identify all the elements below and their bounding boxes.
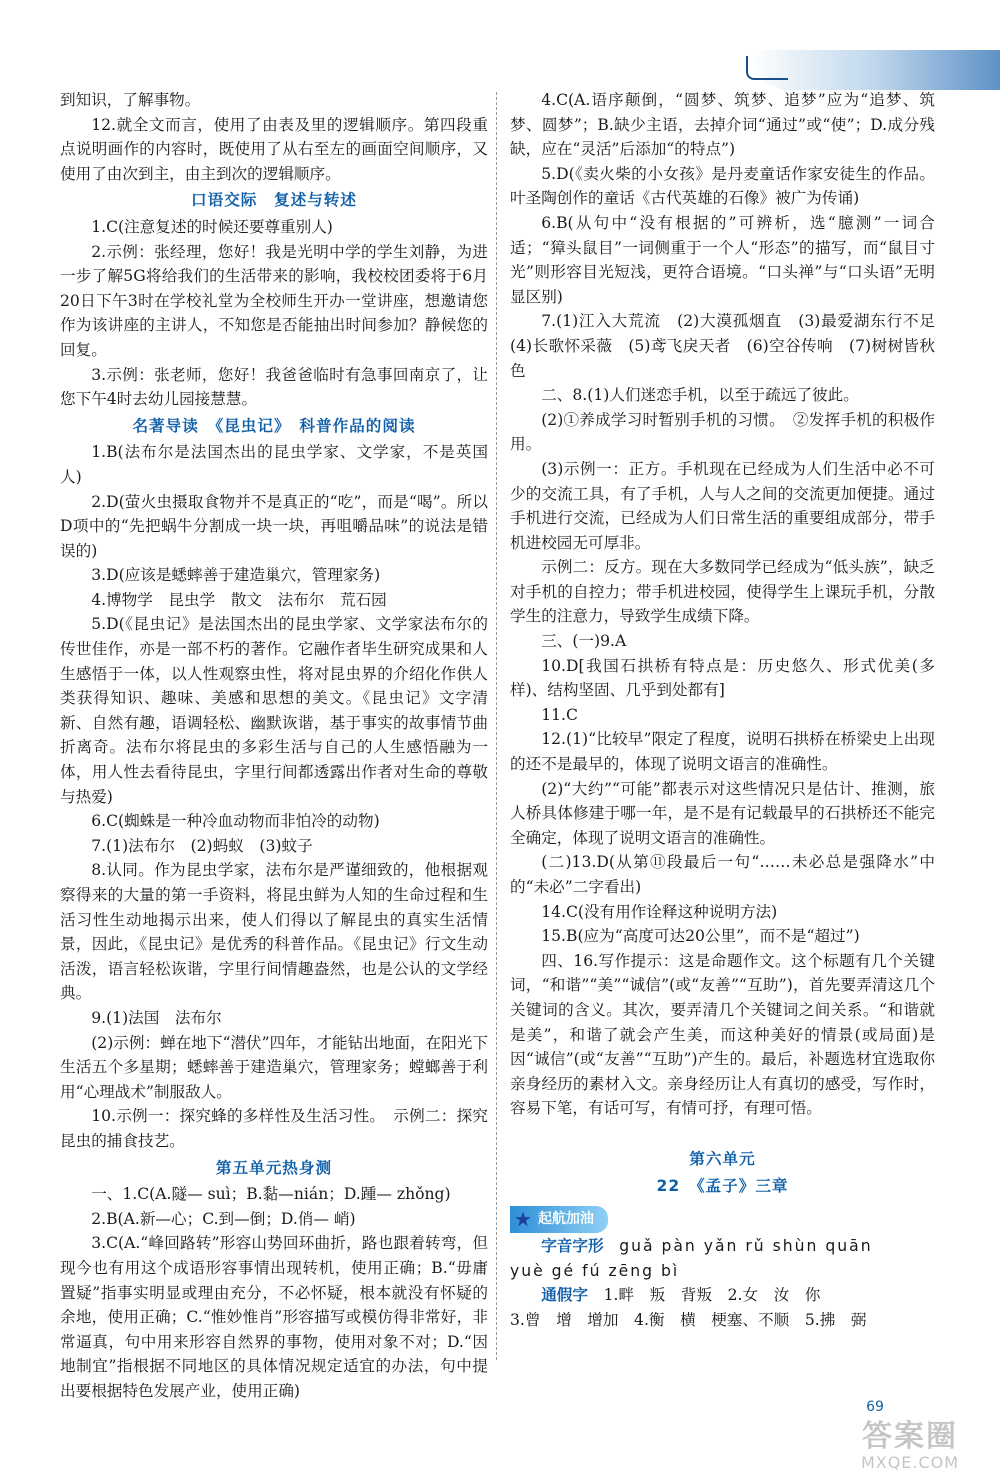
watermark [830,1420,990,1472]
pinyin-label: 字音字形 [541,1237,604,1256]
answer-paragraph: 7.(1)江入大荒流 (2)大漠孤烟直 (3)最爱湖东行不足 (4)长歌怀采薇 (5)鸢飞戾天者 (6)空谷传响 (7)树树皆秋色 [510,312,951,380]
answer-paragraph: 15.B(应为“高度可达20公里”，而不是“超过”) [541,927,860,946]
answer-paragraph: 1.B(法布尔是法国杰出的昆虫学家、文学家，不是英国人) [60,443,488,486]
answer-paragraph: 14.C(没有用作诠释这种说明方法) [541,902,778,921]
answer-paragraph: 4.C(A.语序颠倒，“圆梦、筑梦、追梦”应为“追梦、筑梦、圆梦”；B.缺少主语，去掉介词“通过”或“使”；D.成分残缺，应在“灵活”后添加“的特点”) [510,91,935,159]
section-title-oral-communication: 口语交际 复述与转述 [191,191,357,210]
lesson-title: 22 《孟子》三章 [656,1176,789,1195]
answer-paragraph: 2.B(A.新—心；C.到—倒；D.俏— 峭) [91,1209,356,1228]
answer-paragraph: 到知识，了解事物。 [60,91,201,109]
left-column [60,88,488,1403]
header-hook-decoration [746,56,788,80]
answer-paragraph: 1.C(注意复述的时候还要尊重别人) [91,217,333,236]
answer-paragraph: 4.博物学 昆虫学 散文 法布尔 荒石园 [91,590,387,609]
watermark-sub: MXQE.COM [860,1453,960,1472]
answer-paragraph: 一、1.C(A.隧— suì；B.黏—nián；D.踵— zhǒng) [91,1185,451,1204]
answer-paragraph: (2)示例：蝉在地下“潜伏”四年，才能钻出地面，在阳光下生活五个多星期；蟋蟀善于建造巢穴，管理家务；螳螂善于利用“心理战术”制服敌人。 [60,1033,488,1101]
pinyin-line [510,1234,935,1259]
answer-paragraph: (2)“大约”“可能”都表示对这些情况只是估计、推测，旅人桥具体修建于哪一年，是不是有记载最早的石拱桥还不能完全确定，体现了说明文语言的准确性。 [510,779,935,847]
answer-paragraph: 三、(一)9.A [541,632,627,651]
answer-paragraph: 3.D(应该是蟋蟀善于建造巢穴，管理家务) [91,566,381,585]
watermark-main: 答案圈 [862,1419,958,1454]
right-column [510,88,951,1332]
tongjia-text: 1.畔 叛 背叛 2.女 汝 你 [603,1286,821,1305]
answer-paragraph: 8.认同。作为昆虫学家，法布尔是严谨细致的，他根据观察得来的大量的第一手资料，将昆虫鲜为人知的生命过程和生活习性生动地揭示出来，使人们得以了解昆虫的真实生活情景，因此，《昆虫记》是优秀的科普作品。《昆虫记》行文生动活泼，语言轻松诙谐，字里行间情趣盎然，也是公认的文学经典。 [60,861,488,1003]
tongjia-line [510,1283,935,1308]
column-divider [496,92,497,1360]
answer-paragraph: 二、8.(1)人们迷恋手机，以至于疏远了彼此。 [541,386,859,405]
page-number: 69 [866,1399,884,1415]
answer-paragraph: (3)示例一：正方。手机现在已经成为人们生活中必不可少的交流工具，有了手机，人与人之间的交流更加便捷。通过手机进行交流，已经成为人们日常生活的重要组成部分，带手机进校园无可厚非。 [510,459,935,552]
answer-paragraph: (二)13.D(从第⑪段最后一句“……未必总是强降水”中的“未必”二字看出) [510,853,935,896]
answer-paragraph: 6.C(蜘蛛是一种冷血动物而非怕冷的动物) [91,812,380,831]
star-icon: ★ [514,1207,532,1232]
answer-paragraph: 四、16.写作提示：这是命题作文。这个标题有几个关键词，“和谐”“美”“诚信”(或“友善”“互助”)，首先要弄清这几个关键词的含义。其次，要弄清几个关键词之间关系。“和谐就是美”，和谐了就会产生美，而这种美好的情景(或局面)是因“诚信”(或“友善”“互助”)产生的。最后，补题选材宜选取你亲身经历的素材入文。亲身经历让人有真切的感受，写作时，容易下笔，有话可写，有情可抒，有理可悟。 [510,951,935,1118]
pinyin-line [510,1259,935,1284]
tongjia-label: 通假字 [541,1286,588,1305]
answer-paragraph: 12.(1)“比较早”限定了程度，说明石拱桥在桥梁史上出现的还不是最早的，体现了说明文语言的准确性。 [510,730,935,774]
answer-paragraph: (2)①养成学习时暂别手机的习惯。 ②发挥手机的积极作用。 [510,410,935,454]
pinyin-text: yuè gé fú zēng bì [510,1261,680,1280]
tongjia-line: 3.曾 增 增加 4.衡 横 梗塞、不顺 5.拂 弼 [510,1310,867,1329]
answer-paragraph: 5.D(《昆虫记》是法国杰出的昆虫学家、文学家法布尔的传世佳作，亦是一部不朽的著作。它融作者毕生研究成果和人生感悟于一体，以人性观察虫性，将对昆虫界的介绍化作供人类获得知识、趣味、美感和思想的美文。《昆虫记》文字清新、自然有趣，语调轻松、幽默诙谐，基于事实的故事情节曲折离奇。法布尔将昆虫的多彩生活与自己的人生感悟融为一体，用人性去看待昆虫，字里行间都透露出作者对生命的尊敬与热爱) [60,615,488,806]
answer-paragraph: 2.示例：张经理，您好！我是光明中学的学生刘静，为进一步了解5G将给我们的生活带来的影响，我校校团委将于6月20日下午3时在学校礼堂为全校师生开办一堂讲座，想邀请您作为该讲座的主讲人，不知您是否能抽出时间参加？静候您的回复。 [60,242,488,359]
section-banner [510,1206,608,1233]
answer-paragraph: 6.B(从句中“没有根据的”可辨析，选“臆测”一词合适；“獐头鼠目”一词侧重于一个人“形态”的描写，而“鼠目寸光”则形容目光短浅，更符合语境。“口头禅”与“口头语”无明显区别) [510,213,935,306]
answer-paragraph: 3.C(A.“峰回路转”形容山势回环曲折，路也跟着转弯，但现今也有用这个成语形容事情出现转机，使用正确；B.“毋庸置疑”指事实明显或理由充分，不必怀疑，根本就没有怀疑的余地，使用正确；C.“惟妙惟肖”形容描写或模仿得非常好，非常逼真，句中用来形容自然界的事物，使用对象不对；D.“因地制宜”指根据不同地区的具体情况规定适宜的办法，句中提出要根据特色发展产业，使用正确) [60,1234,488,1400]
banner-label: 起航加油 [537,1211,594,1228]
pinyin-text: guǎ pàn yǎn rǔ shùn quān [619,1237,873,1256]
section-title-classic-reading: 名著导读 《昆虫记》 科普作品的阅读 [132,416,416,435]
answer-paragraph: 11.C [541,705,578,724]
answer-paragraph: 9.(1)法国 法布尔 [91,1008,222,1027]
answer-paragraph: 3.示例：张老师，您好！我爸爸临时有急事回南京了，让您下午4时去幼儿园接慧慧。 [60,365,488,409]
answer-paragraph: 5.D(《卖火柴的小女孩》是丹麦童话作家安徒生的作品。叶圣陶创作的童话《古代英雄的石像》被广为传诵) [510,164,935,208]
unit-title: 第六单元 [689,1149,756,1168]
answer-paragraph: 12.就全文而言，使用了由表及里的逻辑顺序。第四段重点说明画作的内容时，既使用了从右至左的画面空间顺序，又使用了由次到主，由主到次的逻辑顺序。 [60,115,488,183]
answer-paragraph: 示例二：反方。现在大多数同学已经成为“低头族”，缺乏对手机的自控力；带手机进校园，使得学生上课玩手机，分散学生的注意力，导致学生成绩下降。 [510,558,935,626]
answer-paragraph: 10.D[我国石拱桥有特点是：历史悠久、形式优美(多样)、结构坚固、几乎到处都有] [510,656,935,700]
answer-paragraph: 2.D(萤火虫摄取食物并不是真正的“吃”，而是“喝”。所以D项中的“先把蜗牛分割成一块一块，再咀嚼品味”的说法是错误的) [60,492,488,560]
answer-paragraph: 7.(1)法布尔 (2)蚂蚁 (3)蚊子 [91,836,313,855]
section-title-unit5-warmup: 第五单元热身测 [215,1158,333,1177]
answer-paragraph: 10.示例一：探究蜂的多样性及生活习性。 示例二：探究昆虫的捕食技艺。 [60,1107,488,1150]
